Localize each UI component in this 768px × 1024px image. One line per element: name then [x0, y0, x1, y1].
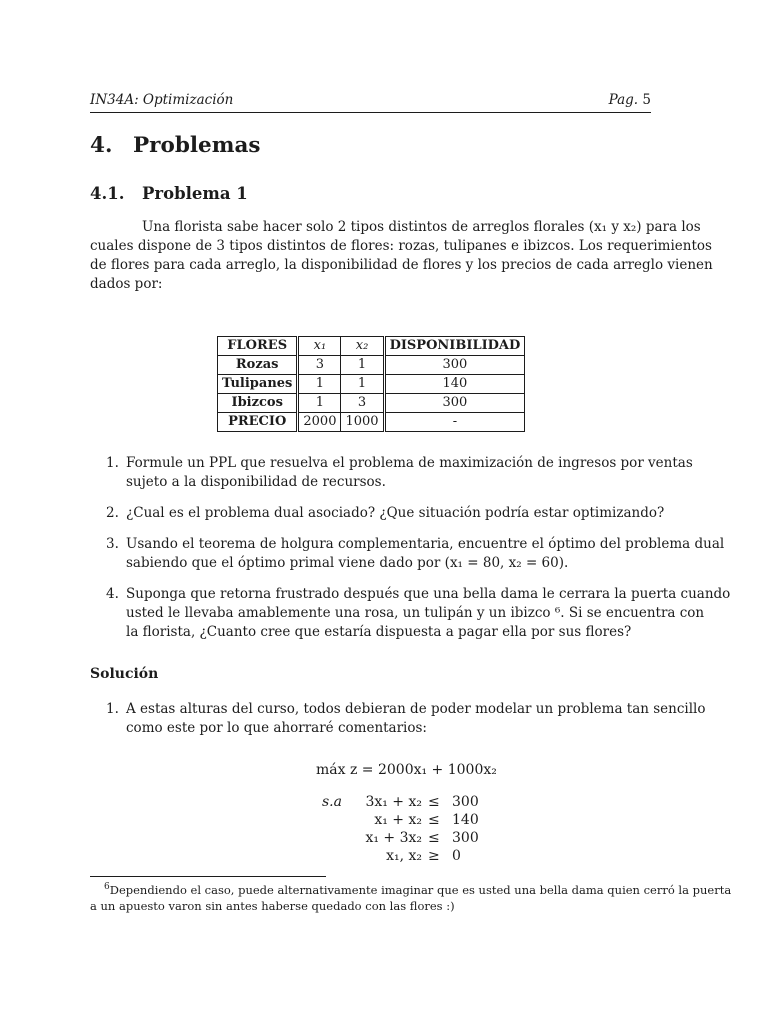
header-rule — [90, 112, 651, 113]
table-cell: 1000 — [341, 413, 384, 432]
table-row — [218, 413, 525, 432]
flower-requirements-table — [217, 336, 525, 432]
constraint-lhs: x₁, x₂ — [386, 848, 422, 864]
footnote — [90, 879, 732, 914]
constraint-rhs: 300 — [452, 794, 479, 810]
section-heading — [90, 133, 261, 158]
table-header-cell: x₁ — [298, 337, 341, 356]
section-title: Problemas — [133, 133, 261, 158]
objective-function: máx z = 2000x₁ + 1000x₂ — [316, 762, 497, 778]
solution-heading: Solución — [90, 666, 159, 682]
solution-item — [90, 700, 706, 738]
questions-list — [90, 454, 731, 654]
table-row — [218, 356, 525, 375]
constraint-rhs: 300 — [452, 830, 479, 846]
question-line: ¿Cual es el problema dual asociado? ¿Que situación podría estar optimizando? — [126, 505, 665, 521]
constraints-block — [322, 793, 492, 865]
subsection-number: 4.1. — [90, 184, 125, 203]
table-cell: 2000 — [298, 413, 341, 432]
constraint-lhs: x₁ + 3x₂ — [365, 830, 422, 846]
question-line: la florista, ¿Cuanto cree que estaría dispuesta a pagar ella por sus flores? — [126, 624, 632, 640]
constraint-rhs: 0 — [452, 848, 461, 864]
table-cell: 3 — [341, 394, 384, 413]
table-cell: Tulipanes — [218, 375, 298, 394]
solution-line: como este por lo que ahorraré comentarios: — [126, 720, 427, 736]
list-item — [90, 535, 725, 573]
paragraph-line: de flores para cada arreglo, la disponibilidad de flores y los precios de cada arreglo vienen — [90, 257, 713, 273]
item-number: 1. — [106, 701, 119, 717]
footnote-text: Dependiendo el caso, puede alternativamente imaginar que es usted una bella dama quien cerró la puerta — [109, 883, 732, 897]
constraint-operator: ≤ — [428, 830, 440, 846]
paragraph-line: Una florista sabe hacer solo 2 tipos distintos de arreglos florales (x₁ y x₂) para los — [142, 219, 701, 235]
constraint-operator: ≥ — [428, 848, 440, 864]
table-cell: PRECIO — [218, 413, 298, 432]
subject-to-label: s.a — [322, 794, 342, 810]
table-cell: Ibizcos — [218, 394, 298, 413]
question-line: Usando el teorema de holgura complementaria, encuentre el óptimo del problema dual — [126, 536, 725, 552]
constraint-row — [322, 829, 492, 847]
item-number: 4. — [106, 586, 119, 602]
table-row — [218, 375, 525, 394]
constraint-operator: ≤ — [428, 812, 440, 828]
subsection-title: Problema 1 — [142, 184, 248, 203]
constraint-row — [322, 793, 492, 811]
paragraph-line: dados por: — [90, 276, 163, 292]
section-number: 4. — [90, 133, 113, 158]
item-number: 1. — [106, 455, 119, 471]
constraint-row — [322, 847, 492, 865]
table-cell: 140 — [384, 375, 525, 394]
page-number: 5 — [642, 92, 651, 108]
table-cell: 1 — [298, 375, 341, 394]
question-line: usted le llevaba amablemente una rosa, un tulipán y un ibizco ⁶. Si se encuentra con — [126, 605, 705, 621]
table-header-cell: DISPONIBILIDAD — [384, 337, 525, 356]
list-item — [90, 585, 731, 642]
table-cell: 300 — [384, 394, 525, 413]
question-line: sabiendo que el óptimo primal viene dado por (x₁ = 80, x₂ = 60). — [126, 555, 569, 571]
table-cell: - — [384, 413, 525, 432]
constraint-lhs: 3x₁ + x₂ — [365, 794, 422, 810]
table-cell: 1 — [341, 375, 384, 394]
question-line: sujeto a la disponibilidad de recursos. — [126, 474, 386, 490]
intro-paragraph — [90, 218, 713, 294]
table-cell: 1 — [341, 356, 384, 375]
item-number: 3. — [106, 536, 119, 552]
constraint-row — [322, 811, 492, 829]
question-line: Suponga que retorna frustrado después que una bella dama le cerrara la puerta cuando — [126, 586, 731, 602]
constraint-rhs: 140 — [452, 812, 479, 828]
course-title: IN34A: Optimización — [90, 92, 234, 108]
subsection-heading — [90, 184, 248, 203]
running-header — [90, 92, 651, 110]
question-line: Formule un PPL que resuelva el problema de maximización de ingresos por ventas — [126, 455, 693, 471]
constraint-operator: ≤ — [428, 794, 440, 810]
table-cell: 3 — [298, 356, 341, 375]
footnote-line — [90, 879, 732, 898]
table-row — [218, 394, 525, 413]
page-number-label — [609, 92, 651, 108]
table-header-cell: FLORES — [218, 337, 298, 356]
solution-line: A estas alturas del curso, todos debieran de poder modelar un problema tan sencillo — [126, 701, 706, 717]
list-item — [90, 504, 665, 523]
footnote-rule — [90, 876, 326, 877]
table-header-row — [218, 337, 525, 356]
footnote-line: a un apuesto varon sin antes haberse quedado con las flores :) — [90, 899, 455, 913]
footnote-marker: 6 — [104, 882, 110, 892]
table-cell: 1 — [298, 394, 341, 413]
constraint-lhs: x₁ + x₂ — [374, 812, 422, 828]
list-item — [90, 454, 693, 492]
table-cell: 300 — [384, 356, 525, 375]
paragraph-line: cuales dispone de 3 tipos distintos de flores: rozas, tulipanes e ibizcos. Los requerimientos — [90, 238, 712, 254]
item-number: 2. — [106, 505, 119, 521]
page-label: Pag. — [608, 92, 639, 108]
table-cell: Rozas — [218, 356, 298, 375]
table-header-cell: x₂ — [341, 337, 384, 356]
